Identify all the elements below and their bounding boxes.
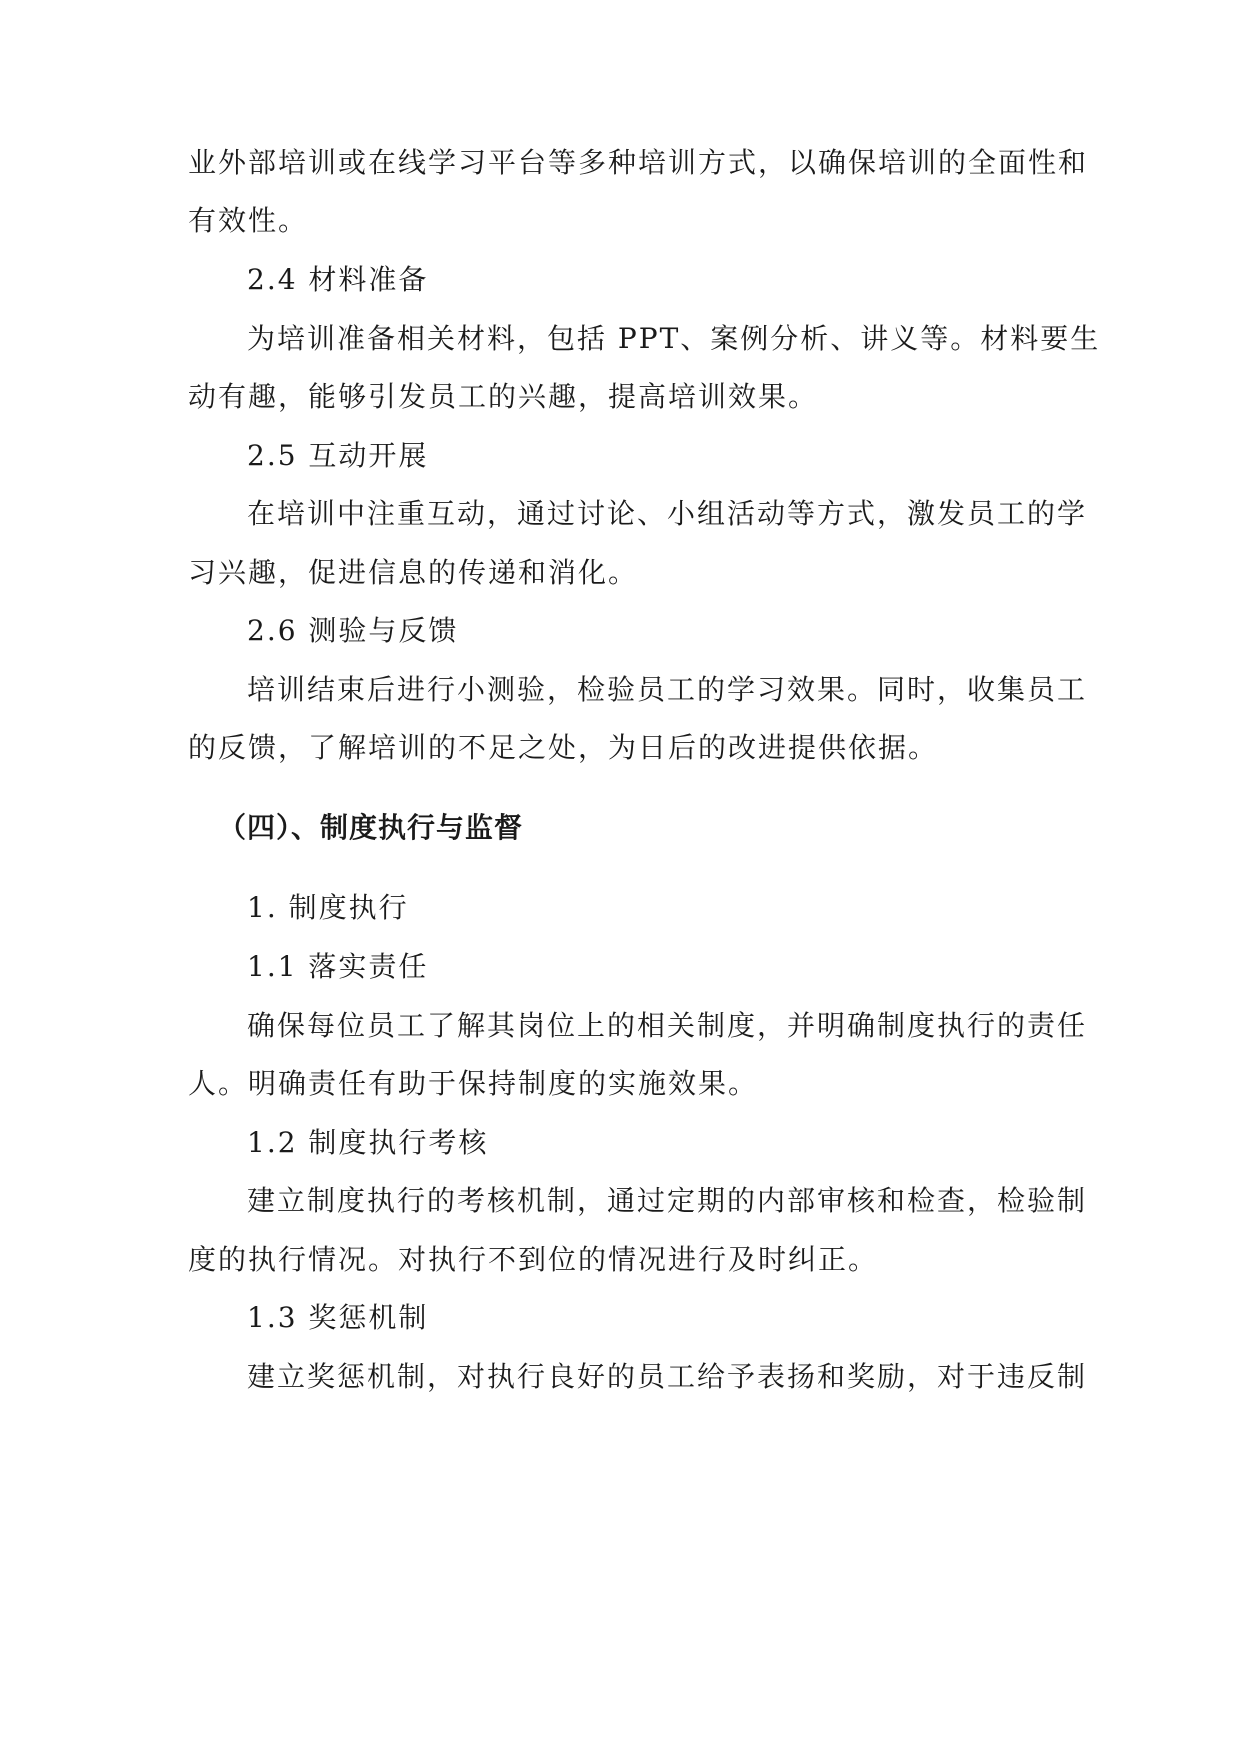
paragraph-line: 业外部培训或在线学习平台等多种培训方式，以确保培训的全面性和 <box>188 146 1089 179</box>
paragraph-line: 建立制度执行的考核机制，通过定期的内部审核和检查，检验制 <box>247 1184 1088 1217</box>
section-heading-2-6: 2.6 测验与反馈 <box>247 614 459 647</box>
paragraph-line: 动有趣，能够引发员工的兴趣，提高培训效果。 <box>188 380 819 413</box>
section-heading-1-2: 1.2 制度执行考核 <box>247 1126 489 1159</box>
paragraph-line: 在培训中注重互动，通过讨论、小组活动等方式，激发员工的学 <box>247 497 1088 530</box>
section-heading-2-4: 2.4 材料准备 <box>247 263 429 296</box>
paragraph-line: 的反馈，了解培训的不足之处，为日后的改进提供依据。 <box>188 731 939 764</box>
section-heading-1: 1. 制度执行 <box>247 891 409 924</box>
paragraph-line: 度的执行情况。对执行不到位的情况进行及时纠正。 <box>188 1243 879 1276</box>
chapter-heading: （四）、制度执行与监督 <box>218 811 524 844</box>
paragraph-line: 建立奖惩机制，对执行良好的员工给予表扬和奖励，对于违反制 <box>247 1360 1088 1393</box>
paragraph-line: 习兴趣，促进信息的传递和消化。 <box>188 556 639 589</box>
section-heading-1-3: 1.3 奖惩机制 <box>247 1301 429 1334</box>
paragraph-line: 人。明确责任有助于保持制度的实施效果。 <box>188 1067 759 1100</box>
paragraph-line: 培训结束后进行小测验，检验员工的学习效果。同时，收集员工 <box>247 673 1088 706</box>
section-heading-1-1: 1.1 落实责任 <box>247 950 429 983</box>
section-heading-2-5: 2.5 互动开展 <box>247 439 429 472</box>
paragraph-line: 确保每位员工了解其岗位上的相关制度，并明确制度执行的责任 <box>247 1009 1088 1042</box>
paragraph-line: 有效性。 <box>188 204 309 237</box>
paragraph-line: 为培训准备相关材料，包括 PPT、案例分析、讲义等。材料要生 <box>247 322 1101 355</box>
